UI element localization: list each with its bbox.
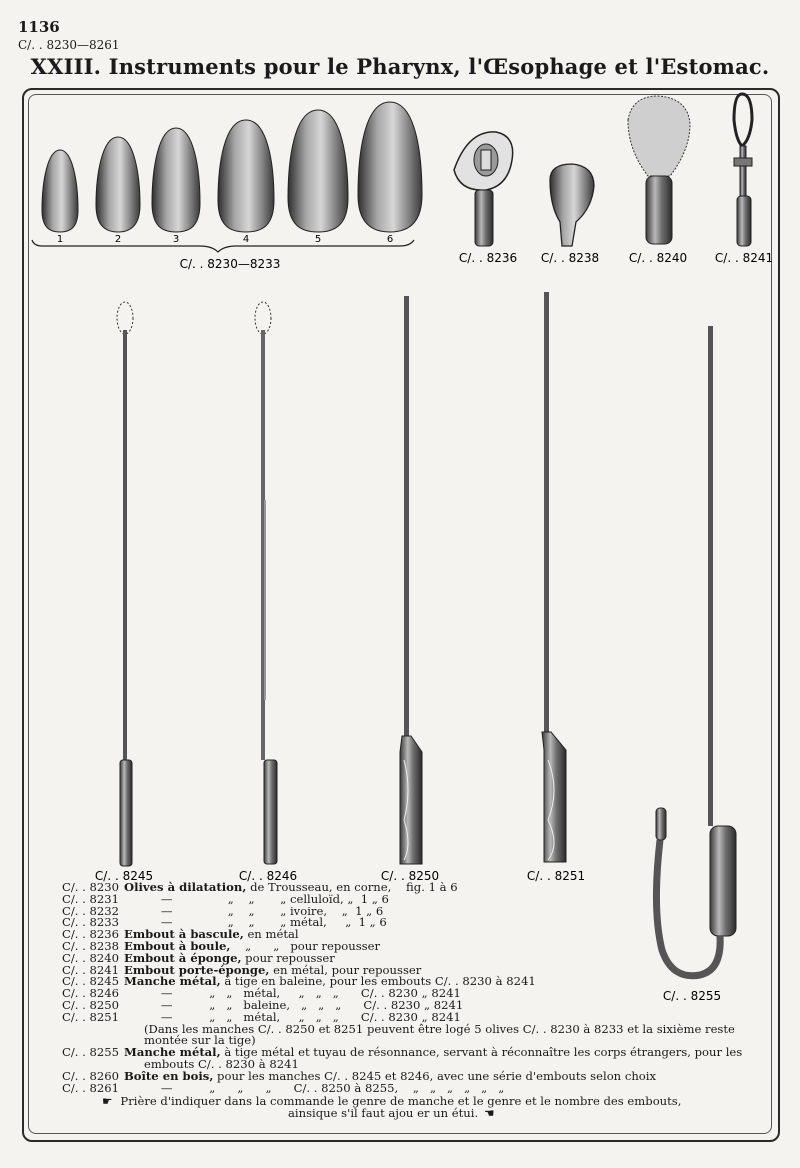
embout-eponge-icon [628,96,690,244]
figure-caption-8240: C/. . 8240 [628,251,688,265]
entry-8230: C/. . 8230 Olives à dilatation, de Trousseau, en corne, fig. 1 à 6 [62,880,458,894]
olive-2-icon [96,137,140,232]
handle-note: (Dans les manches C/. . 8250 et 8251 peuvent être logé 5 olives C/. . 8230 à 8233 et la sixième reste montée sur la tige) [144,1021,735,1048]
olive-6-icon [358,102,422,232]
embout-porte-eponge-icon [734,94,752,246]
olive-4-icon [218,120,274,232]
description-list [62,882,752,1120]
olive-number: 3 [172,234,180,245]
entry-8241: C/. . 8241 Embout porte-éponge, en métal, pour repousser [62,962,422,977]
page-title: XXIII. Instruments pour le Pharynx, l'Œsophage et l'Estomac. [30,54,770,79]
order-notice-text-2: ainsique s'il faut ajou er un étui. [288,1106,479,1121]
entry-8260: C/. . 8260 Boîte en bois, pour les manches C/. . 8245 et 8246, avec une série d'embouts selon choix [62,1068,657,1083]
order-notice-text: Prière d'indiquer dans la commande le genre de manche et le genre et le nombre des embouts, [120,1094,682,1109]
entry-8236: C/. . 8236 Embout à bascule, en métal [62,927,299,942]
entry-8246: C/. . 8246 — „ „ métal, „ „ „ C/. . 8230 „ 8241 [62,986,461,1001]
manche-8251-icon [542,292,566,862]
olive-number: 6 [386,234,394,245]
olive-1-icon [42,150,78,232]
olive-number: 5 [314,234,322,245]
figure-caption-8251: C/. . 8251 [526,869,586,883]
olive-number: 4 [242,234,250,245]
embout-boule-icon [550,164,594,246]
entry-8232: C/. . 8232 — „ „ „ ivoire, „ 1 „ 6 [62,903,384,918]
manche-8245-icon [117,302,133,866]
entry-8255-continued: embouts C/. . 8230 à 8241 [144,1056,299,1071]
figure-caption-8236: C/. . 8236 [458,251,518,265]
order-notice-line-2 [62,1108,752,1120]
olive-number: 1 [56,234,64,245]
entry-8261: C/. . 8261 — „ „ „ C/. . 8250 à 8255, „ „ „ „ „ „ [62,1080,505,1095]
entry-8251: C/. . 8251 — „ „ métal, „ „ „ C/. . 8230 „ 8241 [62,1009,461,1024]
manche-8255-icon [656,326,736,976]
entry-8238: C/. . 8238 Embout à boule, „ „ pour repousser [62,938,380,953]
figure-caption-8255: C/. . 8255 [662,989,722,1003]
olive-5-icon [288,110,348,232]
pointing-hand-icon: ☚ [484,1106,495,1121]
embout-bascule-icon [454,132,513,246]
figure-caption-8245: C/. . 8245 [94,869,154,883]
figure-caption-8241: C/. . 8241 [714,251,774,265]
figure-caption-8238: C/. . 8238 [540,251,600,265]
olives-caption: C/. . 8230—8233 [179,257,281,271]
entry-8250: C/. . 8250 — „ „ baleine, „ „ „ C/. . 8230 „ 8241 [62,997,464,1012]
olive-number: 2 [114,234,122,245]
entry-8240: C/. . 8240 Embout à éponge, pour repousser [62,950,335,965]
entry-8245: C/. . 8245 Manche métal, à tige en baleine, pour les embouts C/. . 8230 à 8241 [62,974,536,989]
figure-caption-8246: C/. . 8246 [238,869,298,883]
pointing-hand-icon: ☛ [102,1094,113,1109]
manche-8246-icon [255,302,277,864]
page-range: C/. . 8230—8261 [18,38,120,52]
figure-caption-8250: C/. . 8250 [380,869,440,883]
entry-8233: C/. . 8233 — „ „ „ métal, „ 1 „ 6 [62,915,387,930]
olives-brace [32,240,414,252]
manche-8250-icon [400,296,422,864]
olive-3-icon [152,128,200,232]
entry-8255: C/. . 8255 Manche métal, à tige métal et tuyau de résonnance, servant à réconnaître les corps étrangers, pour les [62,1045,743,1060]
entry-8231: C/. . 8231 — „ „ „ celluloïd, „ 1 „ 6 [62,891,389,906]
page-number: 1136 [18,18,60,36]
